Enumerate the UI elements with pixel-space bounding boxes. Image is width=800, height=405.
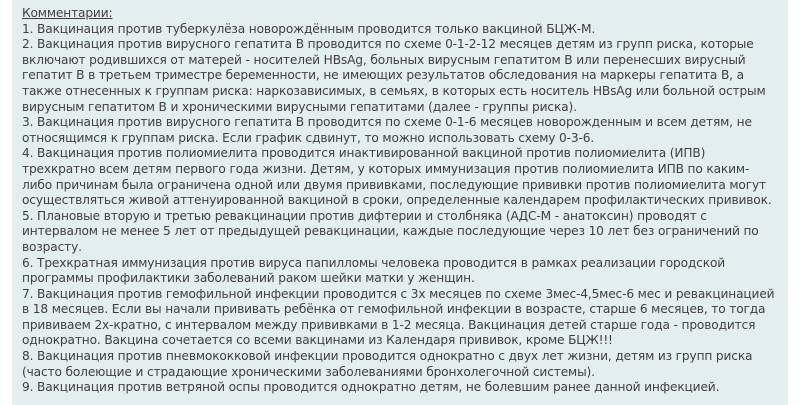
- comment-item-7: 7. Вакцинация против гемофильной инфекции проводится с 3х месяцев по схеме 3мес-4,5мес-6 мес и ревакцинацией в 18 месяцев. Если вы начали прививать ребёнка от гемофильной инфекции в возрасте, старше 6 месяцев, то тогда прививаем 2х-кратно, с интервалом между прививками в 1-2 месяца. Вакцинация детей старше года - проводится однократно. Вакцина сочетается со всеми вакцинами из Календаря прививок, кроме БЦЖ!!!: [22, 286, 775, 348]
- comment-item-4: 4. Вакцинация против полиомиелита проводится инактивированной вакциной против полиомиелита (ИПВ) трехкратно всем детям первого года жизни. Детям, у которых иммунизация против полиомиелита ИПВ по каким-либо причинам была ограничена одной или двумя прививками, последующие прививки против полиомиелита могут осуществляться живой аттенуированной вакциной в сроки, определенные календарем профилактических прививок.: [22, 146, 772, 208]
- comment-item-2: 2. Вакцинация против вирусного гепатита В проводится по схеме 0-1-2-12 месяцев детям из групп риска, которые включают родившихся от матерей - носителей HBsAg, больных вирусным гепатитом В или перенесших вирусный гепатит В в третьем триместре беременности, не имеющих результатов обследования на маркеры гепатита В, а также отнесенных к группам риска: наркозависимых, в семьях, в которых есть носитель HBsAg или больной острым вирусным гепатитом В и хроническими вирусными гепатитами (далее - группы риска).: [22, 37, 766, 114]
- comment-item-5: 5. Плановые вторую и третью ревакцинации против дифтерии и столбняка (АДС-М - анатоксин) проводят с интервалом не менее 5 лет от предыдущей ревакцинации, каждые последующие через 10 лет без ограничений по возрасту.: [22, 208, 759, 254]
- comment-item-8: 8. Вакцинация против пневмококковой инфекции проводится однократно с двух лет жизни, детям из групп риска (часто болеющие и страдающие хроническими заболеваниями бронхолегочной системы).: [22, 349, 753, 379]
- comments-heading: Комментарии:: [22, 6, 113, 20]
- comment-item-3: 3. Вакцинация против вирусного гепатита В проводится по схеме 0-1-6 месяцев новорожденным и всем детям, не относящимся к группам риска. Если график сдвинут, то можно использовать схему 0-3-6.: [22, 115, 752, 145]
- comments-panel: [12, 0, 788, 405]
- comment-item-1: 1. Вакцинация против туберкулёза новорождённым проводится только вакциной БЦЖ-М.: [22, 21, 596, 36]
- comment-item-6: 6. Трехкратная иммунизация против вируса папилломы человека проводится в рамках реализации городской программы профилактики заболеваний раком шейки матки у женщин.: [22, 255, 726, 286]
- comment-item-9: 9. Вакцинация против ветряной оспы проводится однократно детям, не болевшим ранее данной инфекцией.: [22, 380, 720, 395]
